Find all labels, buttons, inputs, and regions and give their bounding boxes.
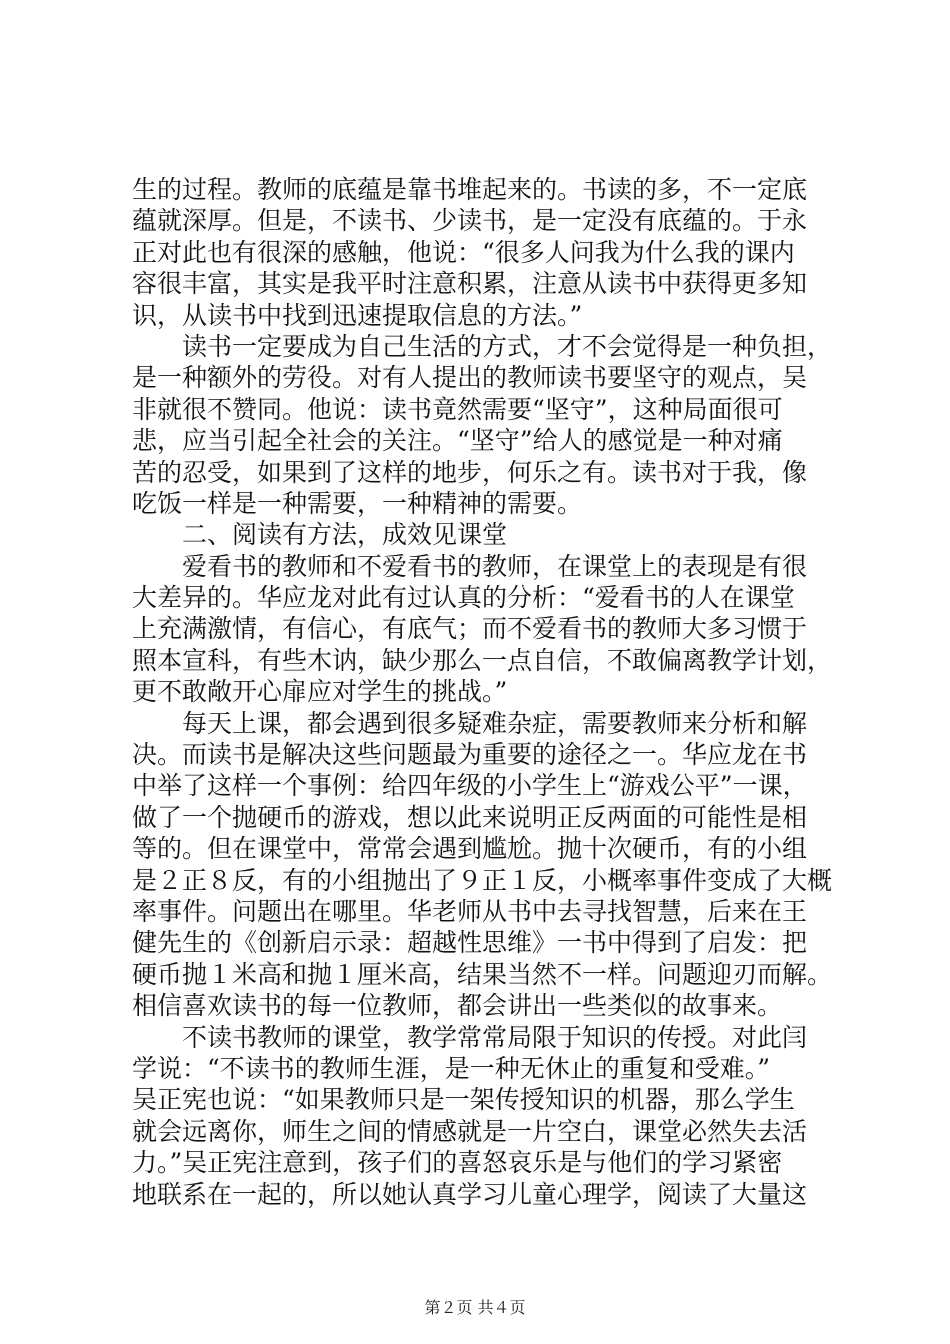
text-line: 上充满激情，有信心，有底气；而不爱看书的教师大多习惯于 bbox=[132, 614, 808, 644]
text-line: 是一种额外的劳役。对有人提出的教师读书要坚守的观点，吴 bbox=[132, 363, 808, 393]
text-line: 地联系在一起的，所以她认真学习儿童心理学，阅读了大量这 bbox=[132, 1179, 808, 1209]
text-line: 大差异的。华应龙对此有过认真的分析：“爱看书的人在课堂 bbox=[132, 583, 795, 613]
text-line: 生的过程。教师的底蕴是靠书堆起来的。书读的多，不一定底 bbox=[132, 175, 808, 204]
text-line: 学说：“不读书的教师生涯，是一种无休止的重复和受难。” bbox=[132, 1053, 771, 1083]
text-line: 每天上课，都会遇到很多疑难杂症，需要教师来分析和解 bbox=[182, 708, 808, 738]
text-line: 苦的忍受，如果到了这样的地步，何乐之有。读书对于我，像 bbox=[132, 457, 808, 487]
text-line: 力。”吴正宪注意到，孩子们的喜怒哀乐是与他们的学习紧密 bbox=[132, 1148, 783, 1178]
text-line: 等的。但在课堂中，常常会遇到尴尬。抛十次硬币，有的小组 bbox=[132, 834, 808, 864]
text-line: 照本宣科，有些木讷，缺少那么一点自信，不敢偏离教学计划， bbox=[132, 645, 833, 675]
text-line: 是２正８反，有的小组抛出了９正１反，小概率事件变成了大概 bbox=[132, 865, 833, 895]
text-line: 不读书教师的课堂，教学常常局限于知识的传授。对此闫 bbox=[182, 1022, 808, 1052]
text-line: 率事件。问题出在哪里。华老师从书中去寻找智慧，后来在王 bbox=[132, 896, 808, 926]
text-line: 硬币抛１米高和抛１厘米高，结果当然不一样。问题迎刃而解。 bbox=[132, 959, 833, 989]
text-line: 爱看书的教师和不爱看书的教师，在课堂上的表现是有很 bbox=[182, 551, 808, 581]
text-line: 中举了这样一个事例：给四年级的小学生上“游戏公平”一课， bbox=[132, 771, 808, 801]
text-line: 做了一个抛硬币的游戏，想以此来说明正反两面的可能性是相 bbox=[132, 802, 808, 832]
text-line: 健先生的《创新启示录：超越性思维》一书中得到了启发：把 bbox=[132, 928, 808, 958]
page-footer: 第２页 共４页 bbox=[424, 1298, 526, 1317]
text-line: 蕴就深厚。但是，不读书、少读书，是一定没有底蕴的。于永 bbox=[132, 206, 808, 236]
text-line: 就会远离你，师生之间的情感就是一片空白，课堂必然失去活 bbox=[132, 1116, 808, 1146]
text-line: 更不敢敞开心扉应对学生的挑战。” bbox=[132, 677, 508, 707]
text-line: 吃饭一样是一种需要，一种精神的需要。 bbox=[132, 488, 583, 518]
document-body bbox=[132, 174, 832, 1210]
text-line: 识，从读书中找到迅速提取信息的方法。” bbox=[132, 300, 583, 330]
text-line: 吴正宪也说：“如果教师只是一架传授知识的机器，那么学生 bbox=[132, 1085, 795, 1115]
text-line: 悲，应当引起全社会的关注。“坚守”给人的感觉是一种对痛 bbox=[132, 426, 783, 456]
text-line: 相信喜欢读书的每一位教师，都会讲出一些类似的故事来。 bbox=[132, 991, 783, 1021]
text-line: 决。而读书是解决这些问题最为重要的途径之一。华应龙在书 bbox=[132, 740, 808, 770]
text-line: 读书一定要成为自己生活的方式，才不会觉得是一种负担， bbox=[182, 331, 833, 361]
text-line: 二、阅读有方法，成效见课堂 bbox=[182, 520, 508, 550]
text-line: 容很丰富，其实是我平时注意积累，注意从读书中获得更多知 bbox=[132, 269, 808, 299]
text-line: 正对此也有很深的感触，他说：“很多人问我为什么我的课内 bbox=[132, 237, 795, 267]
text-line: 非就很不赞同。他说：读书竟然需要“坚守”，这种局面很可 bbox=[132, 394, 783, 424]
